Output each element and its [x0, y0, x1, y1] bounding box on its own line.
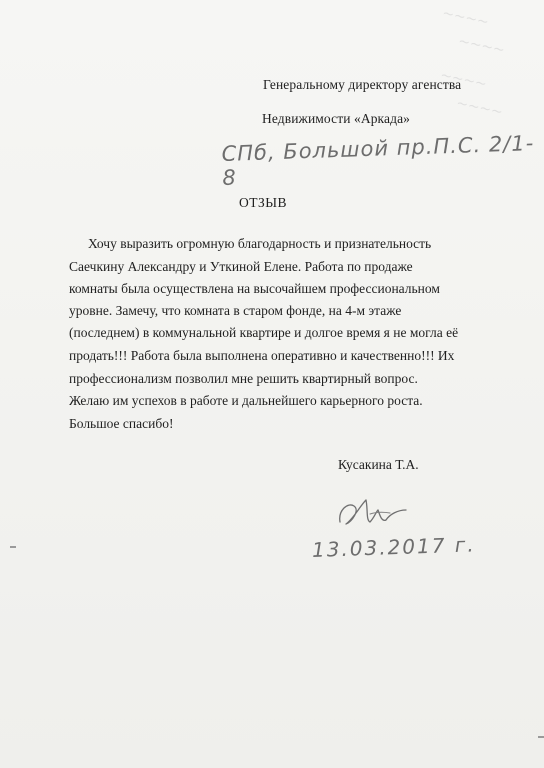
punch-mark: [10, 546, 16, 548]
body-line: Хочу выразить огромную благодарность и признательность: [88, 236, 432, 251]
document-title: ОТЗЫВ: [239, 195, 288, 210]
bleed-through-mark: ~~~~: [440, 5, 491, 31]
author-name: Кусакина Т.А.: [338, 457, 419, 472]
body-line: уровне. Замечу, что комната в старом фонде, на 4-м этаже: [69, 303, 402, 318]
body-line: (последнем) в коммунальной квартире и долгое время я не могла её: [69, 325, 459, 340]
handwritten-signature: [330, 488, 410, 536]
addressee-line-2: Недвижимости «Аркада»: [262, 111, 411, 126]
body-line: профессионализм позволил мне решить квартирный вопрос.: [69, 371, 418, 386]
punch-mark: [538, 736, 544, 738]
bleed-through-mark: ~~~~: [456, 33, 507, 59]
body-line: Большое спасибо!: [69, 416, 174, 431]
handwritten-date: 13.03.2017 г.: [311, 532, 477, 562]
body-line: продать!!! Работа была выполнена оперативно и качественно!!! Их: [69, 348, 455, 363]
bleed-through-mark: ~~~~: [454, 95, 505, 121]
handwritten-address: СПб, Большой пр.П.С. 2/1-8: [221, 131, 535, 190]
body-line: Саечкину Александру и Уткиной Елене. Работа по продаже: [69, 259, 413, 274]
bleed-through-mark: ~~~~: [438, 67, 489, 93]
body-line: комнаты была осуществлена на высочайшем профессиональном: [69, 281, 440, 296]
body-line: Желаю им успехов в работе и дальнейшего карьерного роста.: [69, 393, 423, 408]
addressee-line-1: Генеральному директору агенства: [263, 77, 462, 92]
